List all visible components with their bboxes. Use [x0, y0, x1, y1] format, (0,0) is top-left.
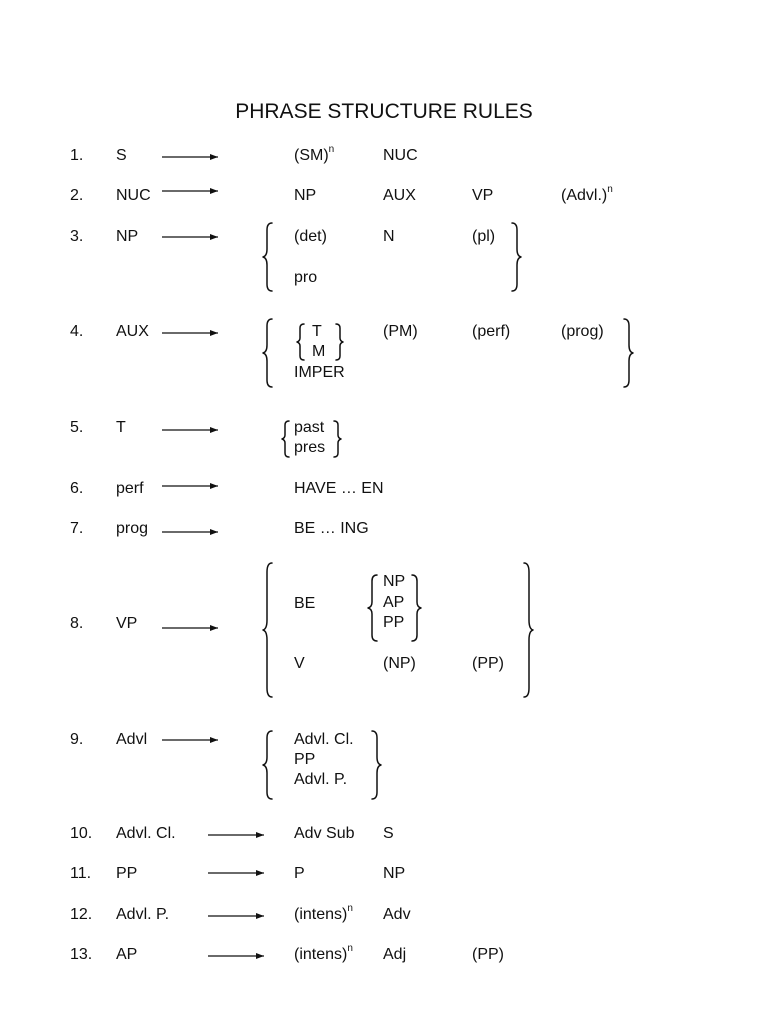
rule-5-rhs-pres: pres — [294, 439, 326, 456]
rule-8-rhs-pp-opt: (PP) — [472, 655, 504, 672]
rule-12-lhs: Advl. P. — [116, 906, 170, 923]
rule-5-rhs-past: past — [294, 419, 325, 436]
rule-4-rhs-perf: (perf) — [472, 323, 511, 340]
rule-10-rhs-s: S — [383, 825, 394, 842]
rule-8-rhs-be: BE — [294, 595, 316, 612]
rule-2-rhs-np: NP — [294, 187, 317, 204]
rule-13-lhs: AP — [116, 946, 138, 963]
rule-8-rhs-v: V — [294, 655, 305, 672]
rule-4-number: 4. — [70, 323, 84, 340]
rule-4-rhs-imper: IMPER — [294, 364, 345, 381]
rule-3-left-brace — [262, 222, 276, 292]
rule-6-number: 6. — [70, 480, 84, 497]
rule-13-rhs-intens: (intens)$^n$ — [294, 943, 353, 963]
rule-2-rhs-aux: AUX — [383, 187, 416, 204]
rule-2-number: 2. — [70, 187, 84, 204]
rule-9-number: 9. — [70, 731, 84, 748]
rule-4-inner-left-brace — [296, 323, 306, 361]
rule-3-rhs-n: N — [383, 228, 395, 245]
rule-2-rhs-vp: VP — [472, 187, 494, 204]
rule-7-rhs: BE … ING — [294, 520, 369, 537]
rule-12-rhs-intens: (intens)$^n$ — [294, 903, 353, 923]
rule-1-rhs-nuc: NUC — [383, 147, 418, 164]
rule-5-right-brace — [332, 420, 342, 458]
rule-11-number: 11. — [70, 865, 92, 882]
rule-2-rhs-advl: (Advl.)$^n$ — [561, 184, 613, 204]
rule-8-lhs: VP — [116, 615, 138, 632]
rule-4-rhs-t: T — [312, 323, 322, 340]
rule-8-left-brace — [262, 562, 276, 698]
rule-11-lhs: PP — [116, 865, 138, 882]
rule-1-lhs: S — [116, 147, 127, 164]
rule-9-right-brace — [370, 730, 384, 800]
rule-4-rhs-prog: (prog) — [561, 323, 604, 340]
rule-10-rhs-adv-sub: Adv Sub — [294, 825, 355, 842]
rule-9-left-brace — [262, 730, 276, 800]
rule-12-rhs-adv: Adv — [383, 906, 411, 923]
rule-3-rhs-det: (det) — [294, 228, 327, 245]
rule-8-inner-right-brace — [410, 574, 422, 642]
rule-11-rhs-np: NP — [383, 865, 406, 882]
rule-8-rhs-pp: PP — [383, 614, 405, 631]
rule-1-number: 1. — [70, 147, 84, 164]
page-title: PHRASE STRUCTURE RULES — [235, 100, 533, 123]
rule-4-left-brace — [262, 318, 276, 388]
rule-5-lhs: T — [116, 419, 126, 436]
rule-8-rhs-np: NP — [383, 573, 406, 590]
rule-5-left-brace — [281, 420, 291, 458]
rule-9-lhs: Advl — [116, 731, 148, 748]
rule-3-number: 3. — [70, 228, 84, 245]
rule-4-inner-right-brace — [334, 323, 344, 361]
rule-3-lhs: NP — [116, 228, 139, 245]
rule-7-number: 7. — [70, 520, 84, 537]
rule-11-rhs-p: P — [294, 865, 305, 882]
rule-8-right-brace — [522, 562, 536, 698]
rule-10-lhs: Advl. Cl. — [116, 825, 176, 842]
rule-13-rhs-adj: Adj — [383, 946, 407, 963]
rule-2-lhs: NUC — [116, 187, 151, 204]
rule-3-rhs-pl: (pl) — [472, 228, 496, 245]
rule-13-number: 13. — [70, 946, 93, 963]
rule-4-rhs-m: M — [312, 343, 326, 360]
rule-8-inner-left-brace — [367, 574, 379, 642]
rule-13-rhs-pp: (PP) — [472, 946, 504, 963]
rule-12-number: 12. — [70, 906, 93, 923]
rule-4-right-brace — [622, 318, 636, 388]
rule-1-rhs-sm: (SM)$^n$ — [294, 144, 335, 164]
rule-6-rhs: HAVE … EN — [294, 480, 384, 497]
rule-5-number: 5. — [70, 419, 84, 436]
rule-9-rhs-advl-p: Advl. P. — [294, 771, 348, 788]
rule-9-rhs-pp: PP — [294, 751, 316, 768]
rule-8-rhs-np-opt: (NP) — [383, 655, 416, 672]
rule-9-rhs-advl-cl: Advl. Cl. — [294, 731, 354, 748]
rule-3-rhs-pro: pro — [294, 269, 318, 286]
rule-4-rhs-pm: (PM) — [383, 323, 418, 340]
rule-8-rhs-ap: AP — [383, 594, 405, 611]
rule-4-lhs: AUX — [116, 323, 149, 340]
rule-3-right-brace — [510, 222, 524, 292]
rule-6-lhs: perf — [116, 480, 144, 497]
rule-10-number: 10. — [70, 825, 93, 842]
rule-8-number: 8. — [70, 615, 84, 632]
rule-7-lhs: prog — [116, 520, 149, 537]
